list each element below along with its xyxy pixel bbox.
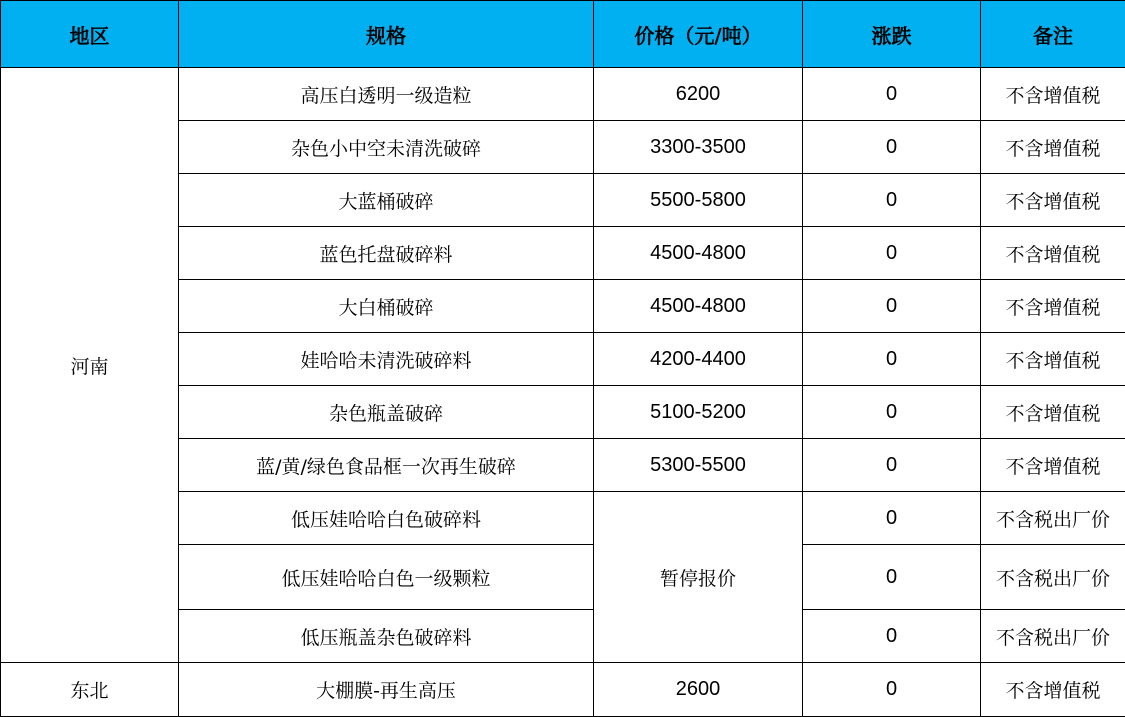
spec-cell: 蓝/黄/绿色食品框一次再生破碎 <box>179 439 594 492</box>
price-cell: 5300-5500 <box>594 439 803 492</box>
note-cell: 不含增值税 <box>981 121 1125 174</box>
change-cell: 0 <box>803 227 981 280</box>
change-cell: 0 <box>803 121 981 174</box>
change-cell: 0 <box>803 663 981 717</box>
price-cell: 5500-5800 <box>594 174 803 227</box>
header-region: 地区 <box>1 1 179 68</box>
change-cell: 0 <box>803 280 981 333</box>
header-spec: 规格 <box>179 1 594 68</box>
note-cell: 不含增值税 <box>981 174 1125 227</box>
spec-cell: 杂色瓶盖破碎 <box>179 386 594 439</box>
spec-cell: 大蓝桶破碎 <box>179 174 594 227</box>
spec-cell: 娃哈哈未清洗破碎料 <box>179 333 594 386</box>
header-note: 备注 <box>981 1 1125 68</box>
price-cell: 3300-3500 <box>594 121 803 174</box>
note-cell: 不含增值税 <box>981 333 1125 386</box>
region-cell-dongbei: 东北 <box>1 663 179 717</box>
note-cell: 不含增值税 <box>981 227 1125 280</box>
spec-cell: 大白桶破碎 <box>179 280 594 333</box>
spec-cell: 蓝色托盘破碎料 <box>179 227 594 280</box>
spec-cell: 低压瓶盖杂色破碎料 <box>179 610 594 663</box>
note-cell: 不含增值税 <box>981 68 1125 121</box>
note-cell: 不含增值税 <box>981 386 1125 439</box>
table-row <box>1 68 1125 121</box>
header-change: 涨跌 <box>803 1 981 68</box>
change-cell: 0 <box>803 610 981 663</box>
price-cell: 4200-4400 <box>594 333 803 386</box>
note-cell: 不含增值税 <box>981 280 1125 333</box>
note-cell: 不含税出厂价 <box>981 610 1125 663</box>
note-cell: 不含增值税 <box>981 439 1125 492</box>
note-cell: 不含税出厂价 <box>981 545 1125 610</box>
change-cell: 0 <box>803 492 981 545</box>
price-cell: 5100-5200 <box>594 386 803 439</box>
note-cell: 不含增值税 <box>981 663 1125 717</box>
note-cell: 不含税出厂价 <box>981 492 1125 545</box>
spec-cell: 杂色小中空未清洗破碎 <box>179 121 594 174</box>
header-price: 价格（元/吨） <box>594 1 803 68</box>
spec-cell: 低压娃哈哈白色破碎料 <box>179 492 594 545</box>
price-cell: 4500-4800 <box>594 227 803 280</box>
spec-cell: 高压白透明一级造粒 <box>179 68 594 121</box>
price-cell: 2600 <box>594 663 803 717</box>
spec-cell: 大棚膜-再生高压 <box>179 663 594 717</box>
price-cell: 4500-4800 <box>594 280 803 333</box>
change-cell: 0 <box>803 333 981 386</box>
change-cell: 0 <box>803 174 981 227</box>
change-cell: 0 <box>803 545 981 610</box>
header-row <box>1 1 1125 68</box>
table-row <box>1 663 1125 717</box>
change-cell: 0 <box>803 439 981 492</box>
change-cell: 0 <box>803 386 981 439</box>
price-cell: 6200 <box>594 68 803 121</box>
region-cell-henan: 河南 <box>1 68 179 663</box>
change-cell: 0 <box>803 68 981 121</box>
spec-cell: 低压娃哈哈白色一级颗粒 <box>179 545 594 610</box>
price-cell-suspended: 暂停报价 <box>594 492 803 663</box>
